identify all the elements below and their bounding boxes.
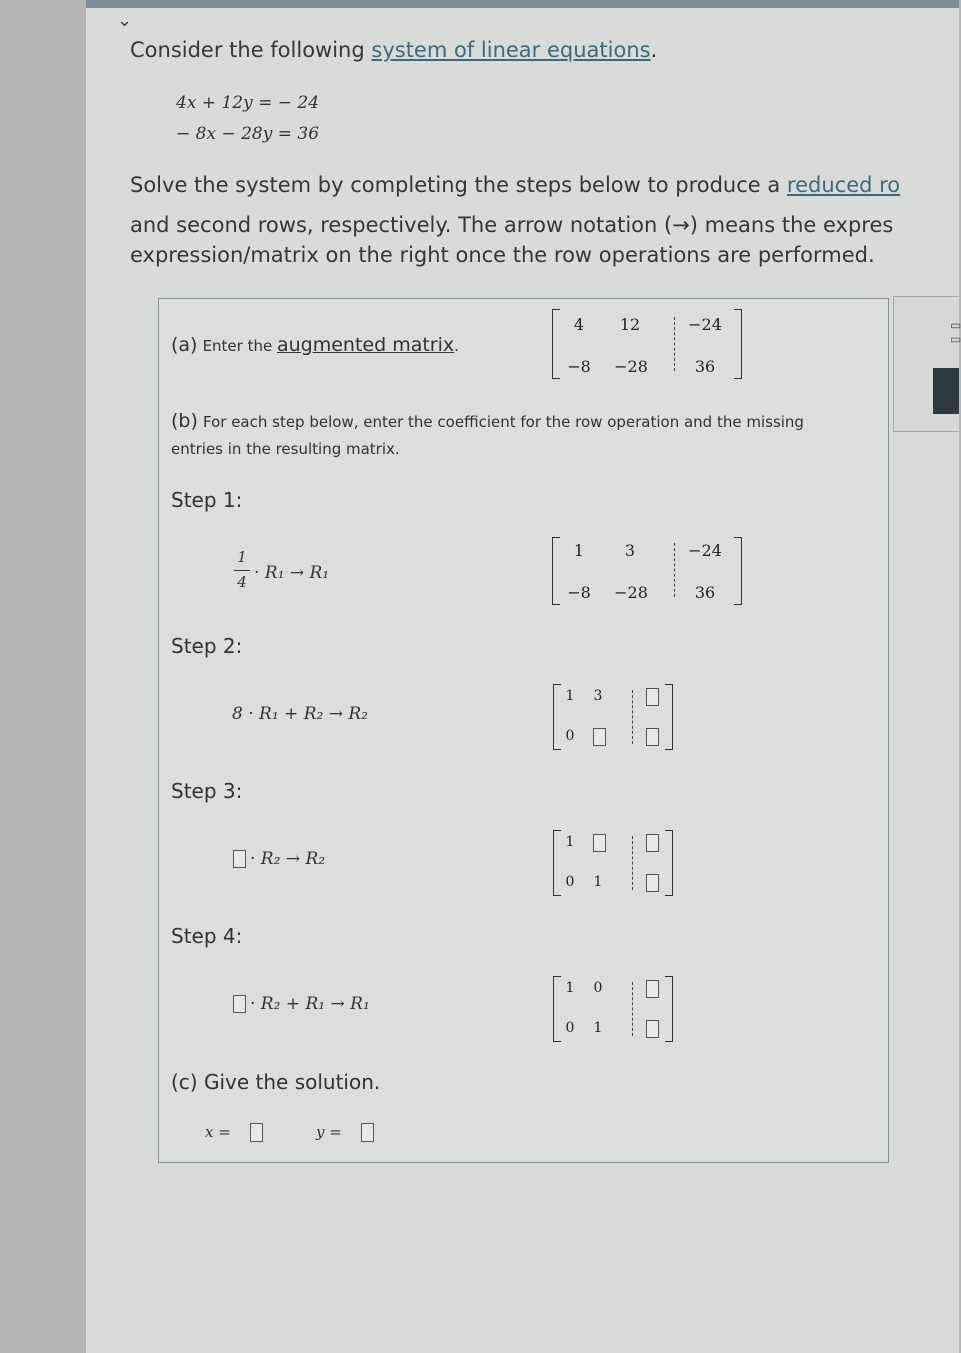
reduced-row-link[interactable]: reduced ro [786,173,901,197]
part-a-label: (a) Enter the augmented matrix. [171,334,459,356]
intro-line-2: Solve the system by completing the steps below to produce a reduced ro [130,173,901,197]
matrix-cell[interactable]: −8 [567,357,591,376]
matrix-a [552,309,742,379]
matrix-cell: 1 [593,1020,603,1036]
step-4-title: Step 4: [171,924,243,948]
step-1-coef-denominator: 4 [237,573,247,591]
matrix-cell[interactable]: −28 [614,357,648,376]
answer-input-box[interactable] [646,980,659,998]
augment-divider [632,836,633,890]
step-1-coef-numerator: 1 [237,548,247,566]
matrix-cell: 1 [593,874,603,890]
matrix-step-3 [553,830,673,896]
augment-divider [632,690,633,744]
left-bracket [552,537,560,605]
step-1-title: Step 1: [171,488,243,512]
matrix-cell: 1 [565,834,575,850]
matrix-cell: 3 [593,688,603,704]
right-bracket [734,537,742,605]
answer-input-box[interactable] [646,874,659,892]
matrix-cell[interactable]: −24 [688,315,722,334]
coefficient-input-box[interactable] [233,850,246,868]
system-of-linear-equations-link[interactable]: system of linear equations [371,38,651,62]
step-2-title: Step 2: [171,634,243,658]
intro-line-3: and second rows, respectively. The arrow notation (→) means the expres [130,213,894,237]
matrix-cell[interactable]: 1 [573,541,585,560]
fraction-bar [234,570,250,571]
step-1-operation: · R₁ → R₁ [254,563,330,583]
matrix-cell[interactable]: −8 [567,583,591,602]
matrix-cell[interactable]: −28 [614,583,648,602]
augment-divider [674,317,675,371]
matrix-cell: 0 [565,1020,575,1036]
augment-divider [674,543,675,597]
right-bracket [734,309,742,379]
answer-input-box[interactable] [646,728,659,746]
answer-input-box[interactable] [646,1020,659,1038]
augmented-matrix-link[interactable]: augmented matrix [276,334,455,356]
augment-divider [632,982,633,1036]
matrix-step-2 [553,684,673,750]
matrix-cell: 0 [565,728,575,744]
matrix-cell: 0 [565,874,575,890]
intro-line-4: expression/matrix on the right once the row operations are performed. [130,243,875,267]
step-3-operation: · R₂ → R₂ [250,849,326,869]
part-b-line-1: (b) For each step below, enter the coefficient for the row operation and the missing [171,410,804,432]
matrix-step-1 [552,537,742,605]
matrix-cell[interactable]: 36 [694,357,716,376]
matrix-cell: 0 [593,980,603,996]
left-bracket [553,684,561,750]
matrix-cell[interactable]: 3 [624,541,636,560]
matrix-cell[interactable]: 12 [619,315,641,334]
left-bracket [552,309,560,379]
right-bracket [665,976,673,1042]
matrix-cell[interactable]: −24 [688,541,722,560]
equation-1: 4x + 12y = − 24 [176,93,320,113]
answer-input-box[interactable] [593,834,606,852]
part-c-title: (c) Give the solution. [171,1070,381,1094]
side-button-partial[interactable] [933,368,959,414]
right-bracket [665,830,673,896]
intro-line-1: Consider the following system of linear equations. [130,38,658,62]
equation-2: − 8x − 28y = 36 [176,124,320,144]
matrix-cell: 1 [565,688,575,704]
left-bracket [553,830,561,896]
part-b-line-2: entries in the resulting matrix. [171,440,400,458]
coefficient-input-box[interactable] [233,995,246,1013]
left-bracket [553,976,561,1042]
answer-input-box[interactable] [646,834,659,852]
matrix-cell[interactable]: 4 [573,315,585,334]
step-3-title: Step 3: [171,779,243,803]
top-bar [86,0,959,8]
matrix-step-4 [553,976,673,1042]
answer-input-box[interactable] [646,688,659,706]
side-fraction-icon[interactable]: ▭ ▭ [950,318,961,346]
answer-input-box[interactable] [593,728,606,746]
matrix-cell: 1 [565,980,575,996]
step-2-operation: 8 · R₁ + R₂ → R₂ [232,704,368,724]
chevron-down-icon[interactable]: ⌄ [117,10,133,31]
right-bracket [665,684,673,750]
y-label: y = [316,1123,342,1141]
step-4-operation: · R₂ + R₁ → R₁ [250,994,370,1014]
x-answer-input[interactable] [250,1123,263,1142]
matrix-cell[interactable]: 36 [694,583,716,602]
y-answer-input[interactable] [361,1123,374,1142]
x-label: x = [205,1123,231,1141]
